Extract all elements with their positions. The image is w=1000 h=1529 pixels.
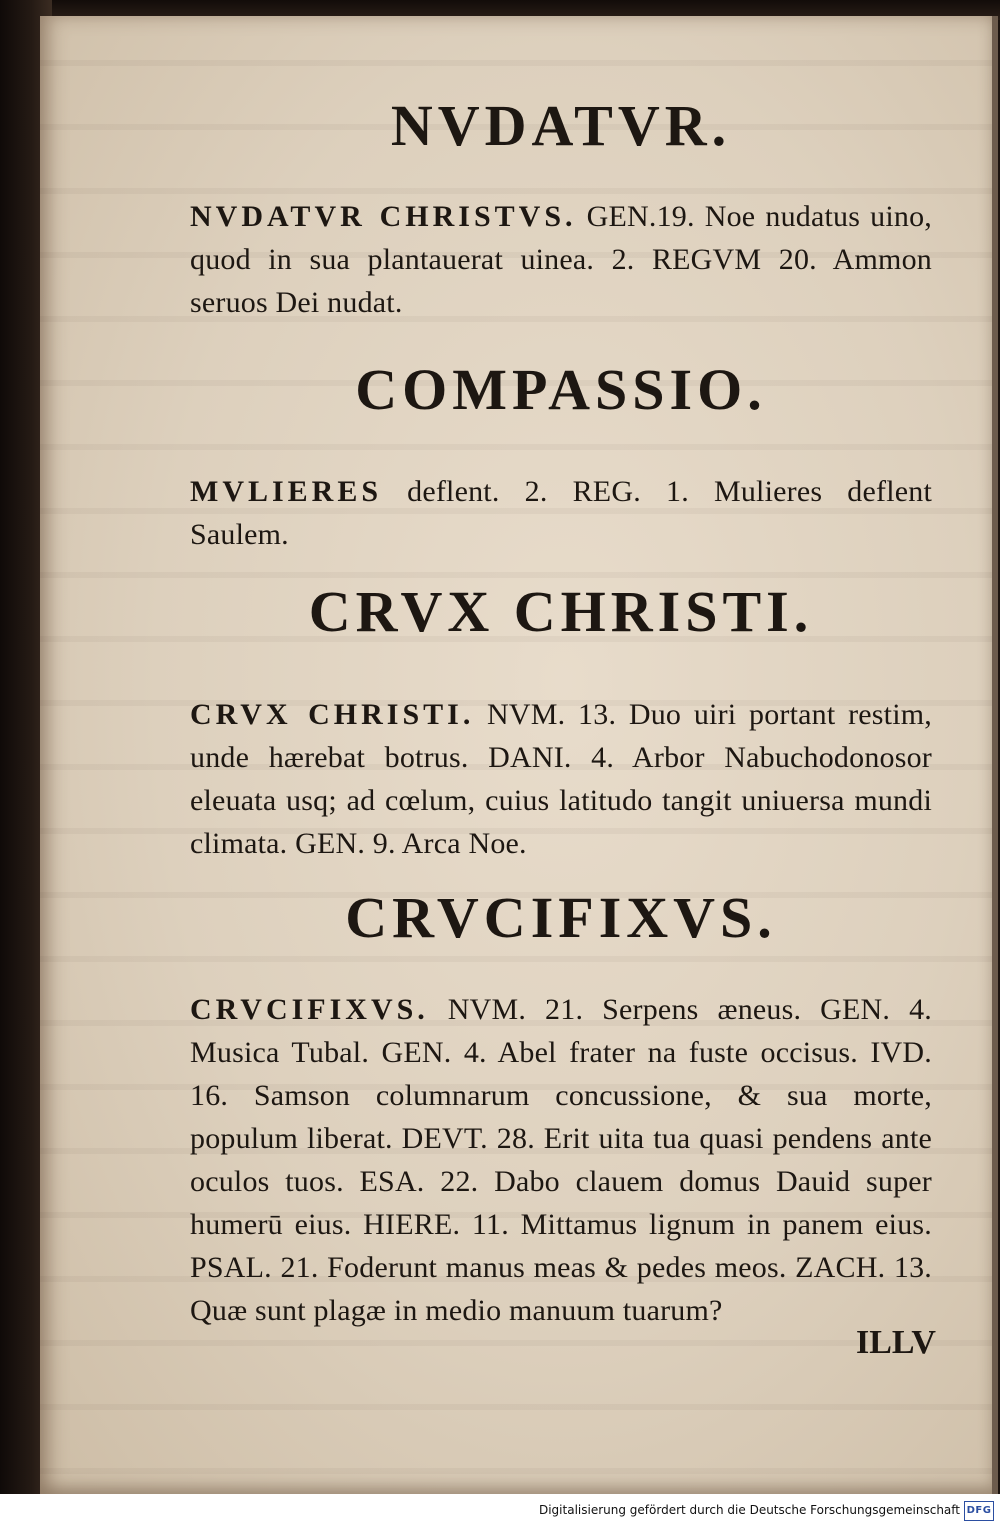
section-lead-compassio: MVLIERES	[190, 475, 383, 508]
section-heading-crucifixus: CRVCIFIXVS.	[345, 885, 777, 950]
section-text-crux-christi: NVM. 13. Duo uiri portant restim, unde hærebat botrus. DANI. 4. Arbor Nabuchodonosor eleuata usq; ad cœlum, cuius latitudo tangit uniuersa mundi climata. GEN. 9. Arca Noe.	[190, 698, 932, 860]
section-text-nudatur: GEN.19. Noe nudatus uino, quod in sua plantauerat uinea. 2. REGVM 20. Ammon seruos Dei nudat.	[190, 200, 933, 319]
section-body-compassio	[190, 470, 932, 556]
section-body-crucifixus	[190, 988, 932, 1332]
section-lead-nudatur: NVDATVR CHRISTVS.	[190, 200, 577, 233]
section-heading-crux-christi: CRVX CHRISTI.	[308, 579, 814, 644]
section-text-compassio: deflent. 2. REG. 1. Mulieres deflent Saulem.	[190, 475, 932, 551]
section-body-crux-christi	[190, 693, 932, 865]
section-heading-nudatur: NVDATVR.	[390, 93, 732, 158]
dfg-logo-icon: DFG	[964, 1501, 994, 1521]
section-lead-crux-christi: CRVX CHRISTI.	[190, 698, 475, 731]
digitization-footer	[0, 1494, 1000, 1529]
section-lead-crucifixus: CRVCIFIXVS.	[190, 993, 429, 1026]
funding-credit: Digitalisierung gefördert durch die Deutsche Forschungsgemeinschaft	[538, 1503, 960, 1517]
section-body-nudatur	[190, 195, 932, 324]
section-heading-compassio: COMPASSIO.	[355, 357, 767, 422]
section-text-crucifixus: NVM. 21. Serpens æneus. GEN. 4. Musica Tubal. GEN. 4. Abel frater na fuste occisus. IVD. 16. Samson columnarum concussione, & sua morte, populum liberat. DEVT. 28. Erit uita tua quasi pendens ante oculos tuos. ESA. 22. Dabo clauem domus Dauid super humerū eius. HIERE. 11. Mittamus lignum in panem eius. PSAL. 21. Foderunt manus meas & pedes meos. ZACH. 13. Quæ sunt plagæ in medio manuum tuarum?	[190, 993, 933, 1327]
catchword: ILLV	[855, 1324, 936, 1361]
